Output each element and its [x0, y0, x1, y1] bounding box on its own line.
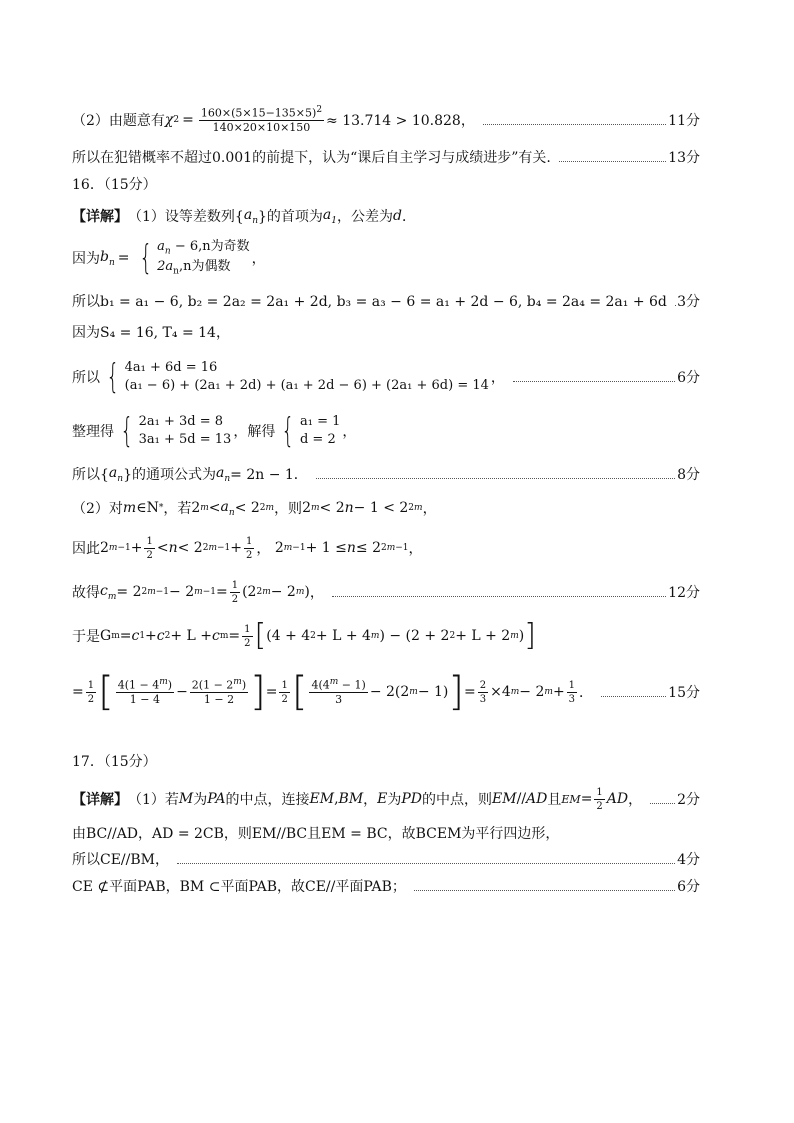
- dot-leader: [513, 381, 675, 382]
- s17-l1-a: （1）若: [128, 792, 179, 808]
- s17-l1-d: ，: [363, 792, 378, 808]
- s16-st-line: [72, 321, 700, 343]
- s17-heading: [72, 750, 700, 772]
- equals-sign: =: [182, 112, 194, 128]
- sys2-row1: 2a₁ + 3d = 8: [138, 414, 224, 430]
- bn-prefix: 因为: [72, 251, 100, 267]
- s16-intro-d: ．: [401, 209, 416, 225]
- s16-heading: [72, 173, 700, 195]
- s17-heading-text: 17．（15分）: [72, 754, 157, 770]
- sys3-row2: d = 2: [299, 432, 336, 447]
- score-15: 15分: [668, 685, 700, 701]
- s16-intro-line: [72, 205, 700, 227]
- s16-p2-line: （2）对 m ∈N * ，若 2 m < $a_n$ < 2 2m ，则 2 m < 2 n − 1 < 2 2m ，: [72, 498, 437, 518]
- sys1-prefix: 所以: [72, 370, 100, 386]
- sys1-suffix: ，: [490, 370, 505, 386]
- detail-label: 【详解】: [72, 792, 128, 808]
- sys3-suffix: ，: [342, 424, 357, 440]
- sys2-prefix: 整理得: [72, 424, 114, 440]
- sys1-row1: 4a₁ + 6d = 16: [124, 360, 218, 376]
- equation-system-3: { a₁ = 1 d = 2: [281, 411, 341, 451]
- dot-leader: [316, 478, 675, 479]
- p2-c: ，则: [274, 501, 303, 517]
- p2-b: ，若: [163, 501, 192, 517]
- s17-line1: 【详解】 （1）若 M 为 PA 的中点，连接 EM , BM ， E 为 PD 的中点，则 EM // AD 且 EM = $\frac{1}{2}$ AD ， 2分: [72, 786, 700, 812]
- hence-a: 因此: [72, 541, 100, 557]
- s16-sys1-line: [72, 354, 700, 400]
- s17-line2: [72, 822, 700, 844]
- general-formula: = 2n − 1．: [230, 467, 308, 483]
- dot-leader: [332, 596, 666, 597]
- s15-chi-line: [72, 100, 700, 140]
- s16-b-values: 所以b₁ = a₁ − 6, b₂ = 2a₂ = 2a₁ + 2d, b₃ = a₃ − 6 = a₁ + 2d − 6, b₄ = 2a₄ = 2a₁ + 6d: [72, 294, 667, 310]
- s16-intro-b: }的首项为: [257, 209, 323, 225]
- score-13: 13分: [668, 150, 700, 166]
- score-6: 6分: [677, 879, 700, 895]
- dot-leader: [483, 124, 666, 125]
- s16-hence-line: 因此 2 m−1 + $\frac{1}{2}$ < n < 2 2m−1 + $\frac{1}{2}$ ， 2 m−1 + 1 ≤ n ≤ 2 2m−1 ，: [72, 535, 423, 561]
- dot-leader: [177, 863, 675, 864]
- s16-gm-line: 于是 G m = c 1 + c 2 + L + c m = $\frac{1}{2}$ [ (4 + 4 2 + L + 4 m ) − (2 + 2 2 + L + 2 m ) ]: [72, 618, 536, 653]
- chi-numerator-exp: 2: [316, 104, 323, 115]
- dot-leader: [601, 696, 666, 697]
- score-12: 12分: [668, 585, 700, 601]
- score-4: 4分: [677, 852, 700, 868]
- s16-intro-c: ，公差为: [337, 209, 393, 225]
- cm-suffix: ，: [309, 585, 324, 601]
- dot-leader: [414, 890, 675, 891]
- var-a1: $a_1$: [322, 206, 337, 226]
- s17-l1-e: 为: [387, 792, 402, 808]
- score-2: 2分: [677, 792, 700, 808]
- s16-general-line: 所以{ $a_n$ }的通项公式为 $a_n$ = 2n − 1． 8分: [72, 464, 700, 484]
- chi-numerator: 160×(5×15−135×5): [200, 106, 317, 120]
- s17-l1-f: 的中点，则: [422, 792, 493, 808]
- s17-l2: 由BC//AD，AD = 2CB，则EM//BC且EM = BC，故BCEM为平行四边形，: [72, 826, 560, 842]
- s15-part2-prefix: （2）由题意有: [72, 113, 165, 129]
- s16-b-line: [72, 290, 700, 312]
- sys1-row2: (a₁ − 6) + (2a₁ + 2d) + (a₁ + 2d − 6) + (2a₁ + 6d) = 14: [124, 378, 489, 393]
- gm-prefix: 于是: [72, 629, 100, 645]
- var-d: d: [393, 208, 402, 224]
- s17-line4: [72, 875, 700, 897]
- dot-leader: [650, 803, 675, 804]
- dot-leader: [559, 161, 666, 162]
- cm-prefix: 故得: [72, 585, 100, 601]
- chi-approx: ≈ 13.714 > 10.828，: [326, 113, 475, 129]
- var-an: $a_n$: [243, 206, 258, 226]
- s17-l1-b: 为: [193, 792, 208, 808]
- s16-heading-text: 16．（15分）: [72, 177, 157, 193]
- bn-case-even: ,n为偶数: [178, 259, 231, 274]
- s17-l1-h: ，: [628, 792, 643, 808]
- s16-gm-result-line: = $\frac{1}{2}$ [ $\frac{4(1 - 4^m)}{1 - 4}$ − $\frac{2(1 - 2^m)}{1 - 2}$ ] = $\frac{1}{2}$ [ $\frac{4(4^m - 1)}{3}$ − 2(2 m − 1) ] = $\frac{2}{3}$ ×4 m − 2 m + $\frac{1}{3}$ ． 15分: [72, 669, 700, 715]
- s16-cm-line: 故得 $c_m$ = 2 2m−1 − 2 m−1 = $\frac{1}{2}$ (2 2m − 2 m ) ， 12分: [72, 579, 700, 605]
- sys2-row2: 3a₁ + 5d = 13: [138, 432, 232, 447]
- equation-system-1: { 4a₁ + 6d = 16 (a₁ − 6) + (2a₁ + 2d) + (a₁ + 2d − 6) + (2a₁ + 6d) = 14: [106, 357, 489, 397]
- bn-case-odd: − 6,n为奇数: [174, 239, 250, 255]
- general-b: }的通项公式为: [123, 467, 216, 483]
- s17-l1-g: 且: [547, 792, 562, 808]
- hence-b: ，: [256, 541, 271, 557]
- bn-case-even-coef: 2a: [157, 259, 174, 274]
- sys2-mid: ，解得: [233, 424, 276, 440]
- s17-line3: [72, 848, 700, 870]
- s17-l1-c: 的中点，连接: [225, 792, 310, 808]
- chi-exp: 2: [173, 115, 180, 125]
- equation-system-2: { 2a₁ + 3d = 8 3a₁ + 5d = 13: [120, 411, 232, 451]
- score-11: 11分: [668, 113, 700, 129]
- hence-c: ，: [408, 541, 423, 557]
- score-8: 8分: [677, 467, 700, 483]
- detail-label: 【详解】: [72, 209, 128, 225]
- chi-symbol: χ: [164, 112, 174, 128]
- chi-denominator: 140×20×10×150: [212, 121, 311, 135]
- s16-st-values: 因为S₄ = 16, T₄ = 14，: [72, 325, 230, 341]
- s17-l3: 所以CE//BM，: [72, 852, 169, 868]
- s16-intro-a: （1）设等差数列{: [128, 209, 244, 225]
- s15-conclusion: 所以在犯错概率不超过0.001的前提下，认为“课后自主学习与成绩进步”有关.: [72, 150, 551, 166]
- sys3-row1: a₁ = 1: [299, 414, 341, 430]
- score-3: 3分: [677, 294, 700, 310]
- s17-l4: CE ⊄平面PAB，BM ⊂平面PAB，故CE//平面PAB；: [72, 879, 406, 895]
- general-a: 所以{: [72, 467, 109, 483]
- s16-sys2-line: [72, 408, 700, 454]
- s15-conclusion-line: [72, 146, 700, 168]
- var-bn: $b_n$: [100, 248, 115, 268]
- s16-bn-line: 因为 $b_n$ = { $a_n - 6,n$为奇数 $2a_n,n$为偶数 ，: [72, 238, 266, 278]
- chi-fraction: [199, 106, 324, 135]
- bn-piecewise: { $a_n - 6,n$为奇数 $2a_n,n$为偶数: [138, 238, 250, 278]
- bn-suffix: ，: [251, 251, 266, 267]
- score-6: 6分: [677, 370, 700, 386]
- p2-a: （2）对: [72, 501, 123, 517]
- p2-d: ，: [422, 501, 437, 517]
